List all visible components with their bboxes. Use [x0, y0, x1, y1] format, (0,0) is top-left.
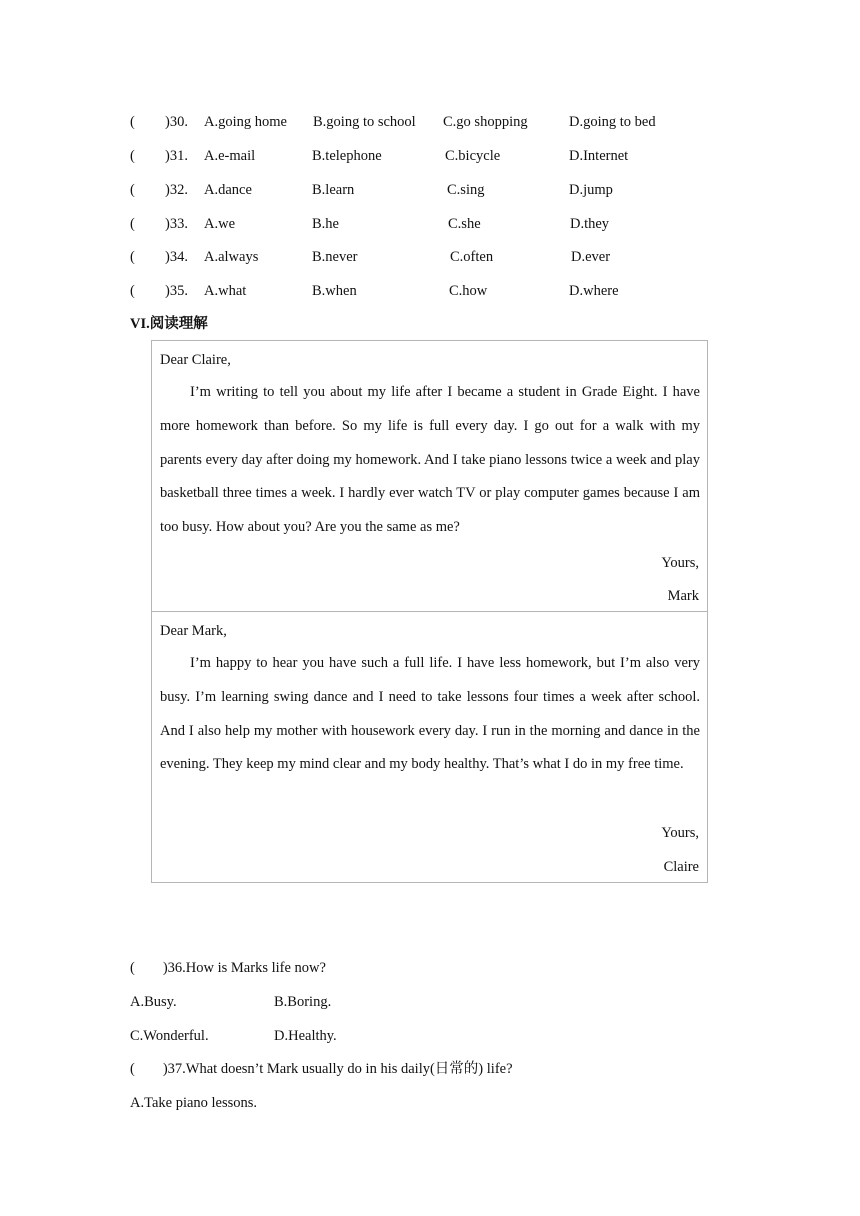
- option-c: C.bicycle: [445, 148, 501, 164]
- letter-greeting: Dear Claire,: [160, 352, 231, 368]
- letter-signature: Claire: [663, 859, 699, 875]
- option-a: A.going home: [204, 114, 287, 130]
- option-d: D.Internet: [569, 148, 629, 164]
- letter-closing: Yours,: [661, 825, 699, 841]
- option-d: D.Healthy.: [274, 1028, 337, 1044]
- option-a: A.always: [204, 249, 259, 265]
- answer-bracket: (: [130, 249, 135, 265]
- letter-box-mark: [151, 340, 708, 612]
- option-b: B.telephone: [312, 148, 382, 164]
- letter-box-claire: [151, 611, 708, 883]
- option-c: C.go shopping: [443, 114, 528, 130]
- letter-greeting: Dear Mark,: [160, 623, 227, 639]
- option-b: B.never: [312, 249, 358, 265]
- option-a: A.e-mail: [204, 148, 256, 164]
- option-a: A.what: [204, 283, 247, 299]
- option-c: C.Wonderful.: [130, 1028, 209, 1044]
- question-number: )30.: [165, 114, 188, 130]
- section-title: VI.阅读理解: [130, 316, 208, 332]
- option-c: C.often: [450, 249, 494, 265]
- option-d: D.going to bed: [569, 114, 656, 130]
- option-b: B.he: [312, 216, 339, 232]
- question-number: )34.: [165, 249, 188, 265]
- question-number: )31.: [165, 148, 188, 164]
- answer-bracket: (: [130, 114, 135, 130]
- letter-signature: Mark: [667, 588, 699, 604]
- letter-closing: Yours,: [661, 555, 699, 571]
- letter-body: I’m writing to tell you about my life after I became a student in Grade Eight. I have more homework than before. So my life is full every day. I go out for a walk with my parents every day after doing my homework. And I take piano lessons twice a week and play basketball three times a week. I hardly ever watch TV or play computer games because I am too busy. How about you? Are you the same as me?: [160, 384, 700, 536]
- question-37: [130, 1059, 513, 1079]
- option-b: B.Boring.: [274, 994, 332, 1010]
- answer-bracket: (: [130, 182, 135, 198]
- question-number: )32.: [165, 182, 188, 198]
- answer-bracket: (: [130, 216, 135, 232]
- option-d: D.where: [569, 283, 619, 299]
- option-d: D.jump: [569, 182, 613, 198]
- option-a: A.Take piano lessons.: [130, 1095, 258, 1111]
- question-36: [130, 958, 326, 978]
- option-b: B.learn: [312, 182, 355, 198]
- answer-bracket: (: [130, 960, 135, 976]
- option-b: B.going to school: [313, 114, 416, 130]
- question-text: )37.What doesn’t Mark usually do in his daily(日常的) life?: [162, 1061, 513, 1077]
- question-text: )36.How is Marks life now?: [162, 960, 326, 976]
- option-d: D.they: [570, 216, 610, 232]
- option-d: D.ever: [571, 249, 611, 265]
- answer-bracket: (: [130, 148, 135, 164]
- option-c: C.she: [448, 216, 481, 232]
- question-number: )35.: [165, 283, 188, 299]
- letter-body: I’m happy to hear you have such a full life. I have less homework, but I’m also very busy. I’m learning swing dance and I need to take lessons four times a week after school. And I also help my mother with housework every day. I run in the morning and dance in the evening. They keep my mind clear and my body healthy. That’s what I do in my free time.: [160, 655, 700, 773]
- option-b: B.when: [312, 283, 357, 299]
- option-c: C.sing: [447, 182, 485, 198]
- answer-bracket: (: [130, 1061, 135, 1077]
- option-a: A.dance: [204, 182, 252, 198]
- option-a: A.Busy.: [130, 994, 177, 1010]
- option-a: A.we: [204, 216, 236, 232]
- option-c: C.how: [449, 283, 488, 299]
- question-number: )33.: [165, 216, 188, 232]
- answer-bracket: (: [130, 283, 135, 299]
- question-37-options-row-1: [130, 1093, 257, 1113]
